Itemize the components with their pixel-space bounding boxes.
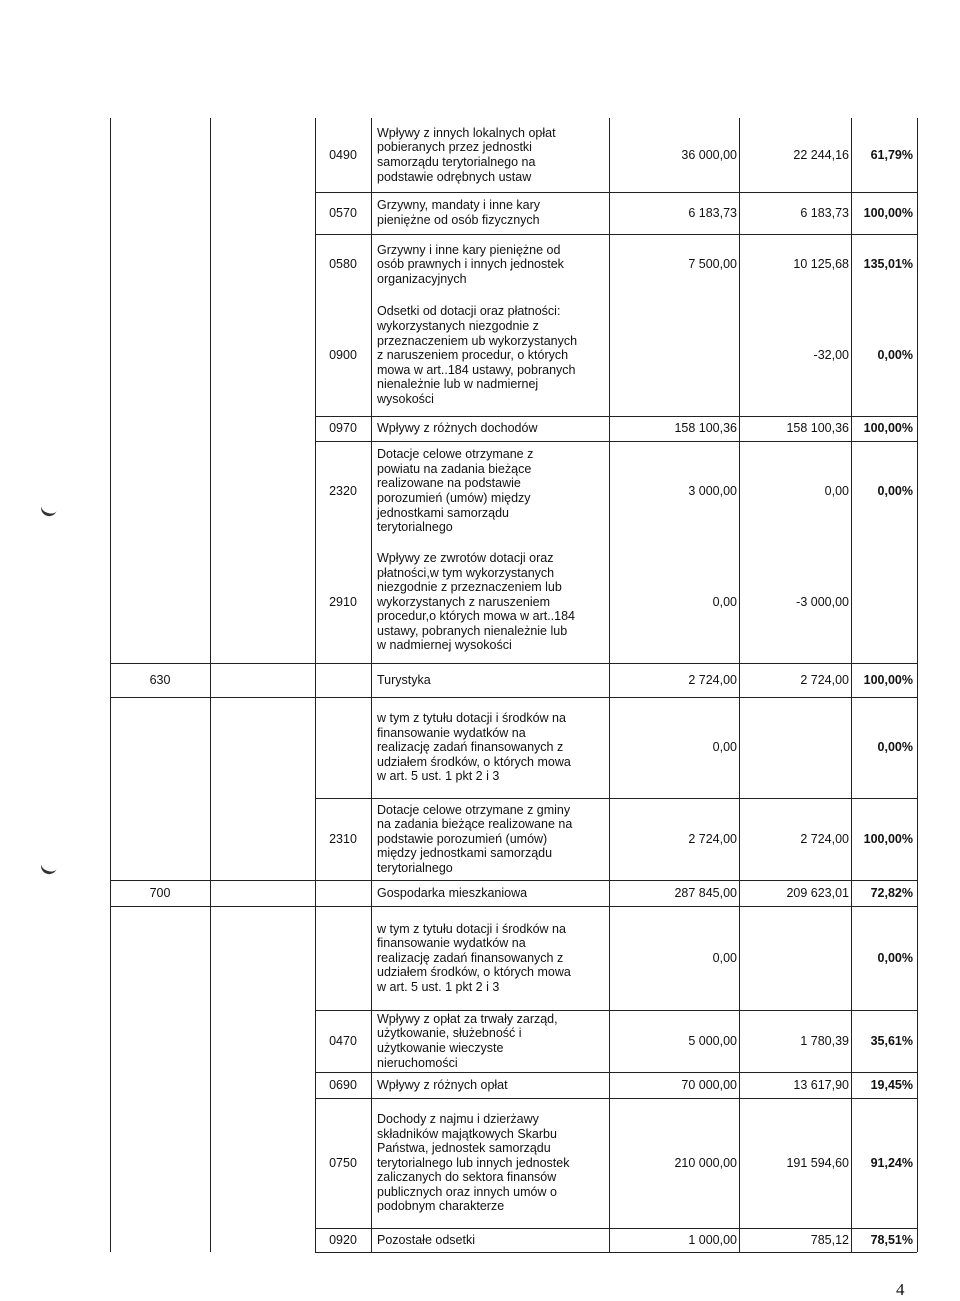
plan-amount-cell: 0,00 bbox=[712, 594, 737, 609]
table-row bbox=[0, 906, 960, 1010]
executed-amount-cell: -3 000,00 bbox=[796, 594, 849, 609]
description-cell: Pozostałe odsetki bbox=[377, 1232, 475, 1247]
description-cell: Odsetki od dotacji oraz płatności: wykorzystanych niezgodnie z przeznaczeniem ub wykorzystanych z naruszeniem procedur, o których mowa w art..184 ustawy, pobranych nienależnie lub w nadmiernej wysokości bbox=[377, 304, 578, 406]
description-cell: w tym z tytułu dotacji i środków na finansowanie wydatków na realizację zadań finansowanych z udziałem środków, o których mowa w art. 5 ust. 1 pkt 2 i 3 bbox=[377, 921, 571, 994]
rozdzial-cell bbox=[210, 118, 315, 192]
description-cell: Dotacje celowe otrzymane z gminy na zadania bieżące realizowane na podstawie porozumień (umów) między jednostkami samorządu terytorialnego bbox=[377, 802, 573, 875]
percent-cell: 78,51% bbox=[870, 1232, 913, 1247]
dzial-cell bbox=[110, 295, 210, 416]
paragraph-code-cell: 2310 bbox=[329, 831, 357, 846]
dzial-cell bbox=[110, 1228, 210, 1252]
percent-cell: 0,00% bbox=[877, 950, 913, 965]
executed-amount-cell bbox=[739, 906, 851, 1010]
executed-amount-cell bbox=[739, 697, 851, 798]
description-cell: Wpływy z innych lokalnych opłat pobieranych przez jednostki samorządu terytorialnego na podstawie odrębnych ustaw bbox=[377, 125, 556, 184]
description-cell: Dochody z najmu i dzierżawy składników majątkowych Skarbu Państwa, jednostek samorządu terytorialnego lub innych jednostek zaliczanych do sektora finansów publicznych oraz innych umów o podobnym charakterze bbox=[377, 1111, 570, 1214]
paragraph-code-cell: 0900 bbox=[329, 348, 357, 363]
paragraph-code-cell bbox=[315, 880, 371, 906]
executed-amount-cell: 785,12 bbox=[810, 1232, 849, 1247]
paragraph-code-cell bbox=[315, 697, 371, 798]
percent-cell: 0,00% bbox=[877, 348, 913, 363]
paragraph-code-cell: 2320 bbox=[329, 483, 357, 498]
rozdzial-cell bbox=[210, 295, 315, 416]
plan-amount-cell: 287 845,00 bbox=[674, 885, 737, 900]
table-row bbox=[0, 697, 960, 798]
plan-amount-cell: 210 000,00 bbox=[674, 1155, 737, 1170]
description-cell: Wpływy ze zwrotów dotacji oraz płatności,w tym wykorzystanych niezgodnie z przeznaczeniem lub wykorzystanych z naruszeniem procedur,o których mowa w art..184 ustawy, pobranych nienależnie lub w nadmiernej wysokości bbox=[377, 550, 576, 653]
dzial-cell bbox=[110, 798, 210, 880]
executed-amount-cell: 158 100,36 bbox=[786, 421, 849, 436]
percent-cell: 91,24% bbox=[870, 1155, 913, 1170]
description-cell: Turystyka bbox=[377, 672, 431, 687]
table-row bbox=[0, 234, 960, 295]
executed-amount-cell: 2 724,00 bbox=[800, 672, 849, 687]
executed-amount-cell: 0,00 bbox=[824, 483, 849, 498]
executed-amount-cell: 13 617,90 bbox=[793, 1077, 849, 1092]
dzial-cell bbox=[110, 906, 210, 1010]
rozdzial-cell bbox=[210, 234, 315, 295]
percent-cell: 100,00% bbox=[863, 831, 913, 846]
rozdzial-cell bbox=[210, 541, 315, 663]
percent-cell: 61,79% bbox=[870, 147, 913, 162]
percent-cell: 100,00% bbox=[863, 672, 913, 687]
rozdzial-cell bbox=[210, 798, 315, 880]
paragraph-code-cell: 0570 bbox=[329, 205, 357, 220]
table-row bbox=[0, 1010, 960, 1072]
dzial-cell bbox=[110, 234, 210, 295]
executed-amount-cell: 1 780,39 bbox=[800, 1033, 849, 1048]
table-row bbox=[0, 441, 960, 541]
executed-amount-cell: 22 244,16 bbox=[793, 147, 849, 162]
description-cell: Dotacje celowe otrzymane z powiatu na zadania bieżące realizowane na podstawie porozumień (umów) między jednostkami samorządu terytorialnego bbox=[377, 447, 534, 535]
executed-amount-cell: 191 594,60 bbox=[786, 1155, 849, 1170]
table-row bbox=[0, 1228, 960, 1252]
dzial-cell bbox=[110, 697, 210, 798]
plan-amount-cell: 158 100,36 bbox=[674, 421, 737, 436]
description-cell: Grzywny, mandaty i inne kary pieniężne od osób fizycznych bbox=[377, 198, 541, 227]
plan-amount-cell bbox=[609, 295, 739, 416]
percent-cell: 100,00% bbox=[863, 205, 913, 220]
plan-amount-cell: 5 000,00 bbox=[688, 1033, 737, 1048]
paragraph-code-cell: 0470 bbox=[329, 1033, 357, 1048]
dzial-cell bbox=[110, 416, 210, 441]
plan-amount-cell: 0,00 bbox=[712, 740, 737, 755]
executed-amount-cell: 2 724,00 bbox=[800, 831, 849, 846]
paragraph-code-cell bbox=[315, 906, 371, 1010]
table-row bbox=[0, 798, 960, 880]
dzial-cell bbox=[110, 1072, 210, 1098]
dzial-cell: 700 bbox=[149, 885, 171, 900]
percent-cell: 72,82% bbox=[870, 885, 913, 900]
table-row bbox=[0, 1072, 960, 1098]
dzial-cell: 630 bbox=[149, 672, 171, 687]
table-row bbox=[0, 295, 960, 416]
percent-cell: 0,00% bbox=[877, 740, 913, 755]
paragraph-code-cell: 0970 bbox=[329, 421, 357, 436]
executed-amount-cell: 10 125,68 bbox=[793, 257, 849, 272]
description-cell: Grzywny i inne kary pieniężne od osób prawnych i innych jednostek organizacyjnych bbox=[377, 242, 564, 286]
dzial-cell bbox=[110, 1098, 210, 1228]
rozdzial-cell bbox=[210, 1228, 315, 1252]
table-row bbox=[0, 541, 960, 663]
plan-amount-cell: 2 724,00 bbox=[688, 672, 737, 687]
executed-amount-cell: -32,00 bbox=[813, 348, 849, 363]
percent-cell: 0,00% bbox=[877, 483, 913, 498]
paragraph-code-cell: 0750 bbox=[329, 1155, 357, 1170]
table-row bbox=[0, 663, 960, 697]
plan-amount-cell: 0,00 bbox=[712, 950, 737, 965]
percent-cell: 135,01% bbox=[863, 257, 913, 272]
percent-cell bbox=[851, 541, 917, 663]
page-number: 4 bbox=[896, 1280, 905, 1299]
description-cell: Gospodarka mieszkaniowa bbox=[377, 885, 528, 900]
dzial-cell bbox=[110, 118, 210, 192]
table-row bbox=[0, 1098, 960, 1228]
paragraph-code-cell: 0920 bbox=[329, 1232, 357, 1247]
executed-amount-cell: 209 623,01 bbox=[786, 885, 849, 900]
rozdzial-cell bbox=[210, 416, 315, 441]
table-row bbox=[0, 880, 960, 906]
table-row bbox=[0, 118, 960, 192]
dzial-cell bbox=[110, 1010, 210, 1072]
table-row bbox=[0, 416, 960, 441]
paragraph-code-cell bbox=[315, 663, 371, 697]
dzial-cell bbox=[110, 192, 210, 234]
rozdzial-cell bbox=[210, 441, 315, 541]
table-row bbox=[0, 192, 960, 234]
paragraph-code-cell: 0690 bbox=[329, 1077, 357, 1092]
rozdzial-cell bbox=[210, 663, 315, 697]
rozdzial-cell bbox=[210, 192, 315, 234]
plan-amount-cell: 36 000,00 bbox=[681, 147, 737, 162]
description-cell: Wpływy z opłat za trwały zarząd, użytkowanie, służebność i użytkowanie wieczyste nieruchomości bbox=[377, 1011, 558, 1070]
rozdzial-cell bbox=[210, 880, 315, 906]
dzial-cell bbox=[110, 541, 210, 663]
percent-cell: 100,00% bbox=[863, 421, 913, 436]
description-cell: Wpływy z różnych dochodów bbox=[377, 421, 538, 436]
rozdzial-cell bbox=[210, 1072, 315, 1098]
rozdzial-cell bbox=[210, 697, 315, 798]
rozdzial-cell bbox=[210, 906, 315, 1010]
plan-amount-cell: 1 000,00 bbox=[688, 1232, 737, 1247]
plan-amount-cell: 6 183,73 bbox=[688, 205, 737, 220]
paragraph-code-cell: 0490 bbox=[329, 147, 357, 162]
rozdzial-cell bbox=[210, 1010, 315, 1072]
executed-amount-cell: 6 183,73 bbox=[800, 205, 849, 220]
plan-amount-cell: 70 000,00 bbox=[681, 1077, 737, 1092]
paragraph-code-cell: 0580 bbox=[329, 257, 357, 272]
description-cell: Wpływy z różnych opłat bbox=[377, 1077, 508, 1092]
dzial-cell bbox=[110, 441, 210, 541]
plan-amount-cell: 7 500,00 bbox=[688, 257, 737, 272]
percent-cell: 35,61% bbox=[870, 1033, 913, 1048]
description-cell: w tym z tytułu dotacji i środków na finansowanie wydatków na realizację zadań finansowanych z udziałem środków, o których mowa w art. 5 ust. 1 pkt 2 i 3 bbox=[377, 711, 571, 784]
plan-amount-cell: 3 000,00 bbox=[688, 483, 737, 498]
paragraph-code-cell: 2910 bbox=[329, 594, 357, 609]
plan-amount-cell: 2 724,00 bbox=[688, 831, 737, 846]
rozdzial-cell bbox=[210, 1098, 315, 1228]
percent-cell: 19,45% bbox=[870, 1077, 913, 1092]
